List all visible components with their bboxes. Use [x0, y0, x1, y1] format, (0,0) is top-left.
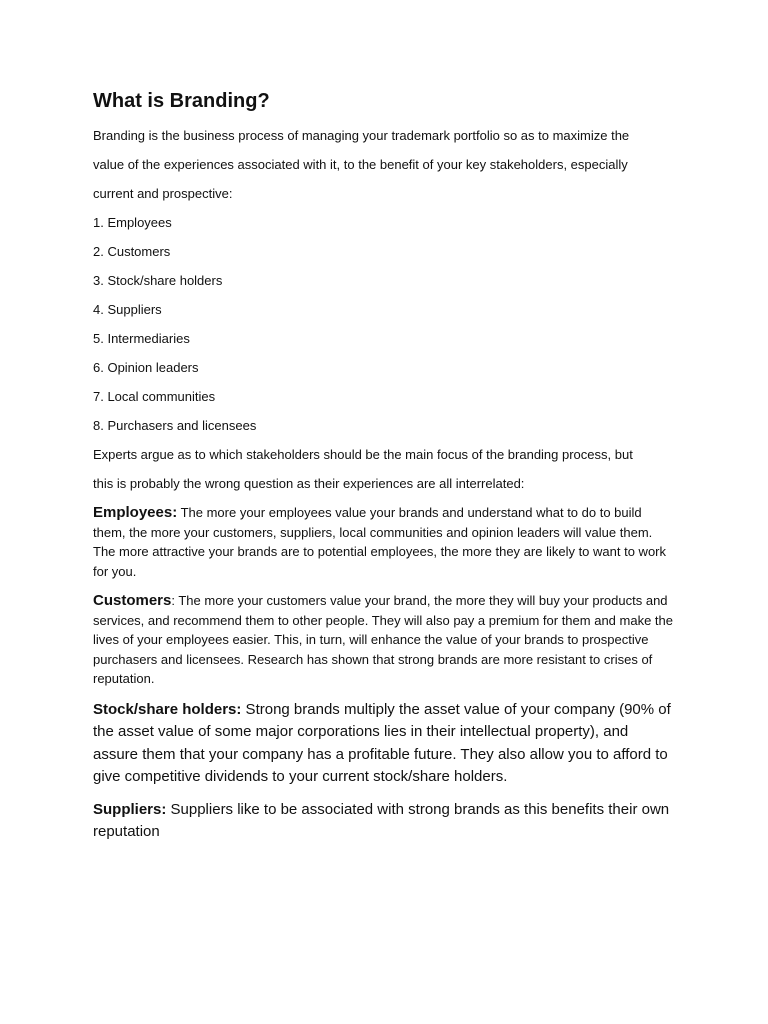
section-customers [93, 591, 675, 689]
section-term: Customers [93, 592, 172, 609]
argument-line-2: this is probably the wrong question as their experiences are all interrelated: [93, 476, 525, 491]
section-text: : The more your customers value your brand, the more they will buy your products and services, and recommend them to other people. They will also pay a premium for them and make the lives of your employees easier. This, in turn, will enhance the value of your brands to prospective purchasers and licensees. Research has shown that strong brands are more resistant to crises of reputation. [93, 593, 673, 686]
section-suppliers [93, 799, 675, 844]
intro-line-3: current and prospective: [93, 186, 233, 201]
list-item: 3. Stock/share holders [93, 273, 223, 288]
section-term: Suppliers: [93, 800, 167, 818]
section-term: Employees: [93, 504, 178, 521]
argument-line-1: Experts argue as to which stakeholders should be the main focus of the branding process, but [93, 447, 633, 462]
section-stock-share-holders [93, 699, 675, 789]
list-item: 4. Suppliers [93, 302, 162, 317]
stakeholder-list [93, 213, 675, 435]
section-text: The more your employees value your brands and understand what to do to build them, the more your customers, suppliers, local communities and opinion leaders will value them. The more attractive your brands are to potential employees, the more they are likely to want to work for you. [93, 505, 666, 579]
list-item: 1. Employees [93, 215, 172, 230]
section-term: Stock/share holders: [93, 700, 242, 718]
section-text: Suppliers like to be associated with strong brands as this benefits their own reputation [93, 800, 670, 840]
list-item: 5. Intermediaries [93, 331, 190, 346]
list-item: 8. Purchasers and licensees [93, 418, 257, 433]
document-page [93, 88, 675, 854]
list-item: 6. Opinion leaders [93, 360, 199, 375]
list-item: 2. Customers [93, 244, 171, 259]
intro-line-1: Branding is the business process of managing your trademark portfolio so as to maximize the [93, 128, 630, 143]
section-text: Strong brands multiply the asset value of your company (90% of the asset value of some major corporations lies in their intellectual property), and assure them that your company has a profitable future. They also allow you to afford to give competitive dividends to your current stock/share holders. [93, 700, 671, 785]
list-item: 7. Local communities [93, 389, 216, 404]
section-employees [93, 503, 675, 581]
document-title: What is Branding? [93, 90, 270, 112]
intro-line-2: value of the experiences associated with it, to the benefit of your key stakeholders, especially [93, 157, 628, 172]
